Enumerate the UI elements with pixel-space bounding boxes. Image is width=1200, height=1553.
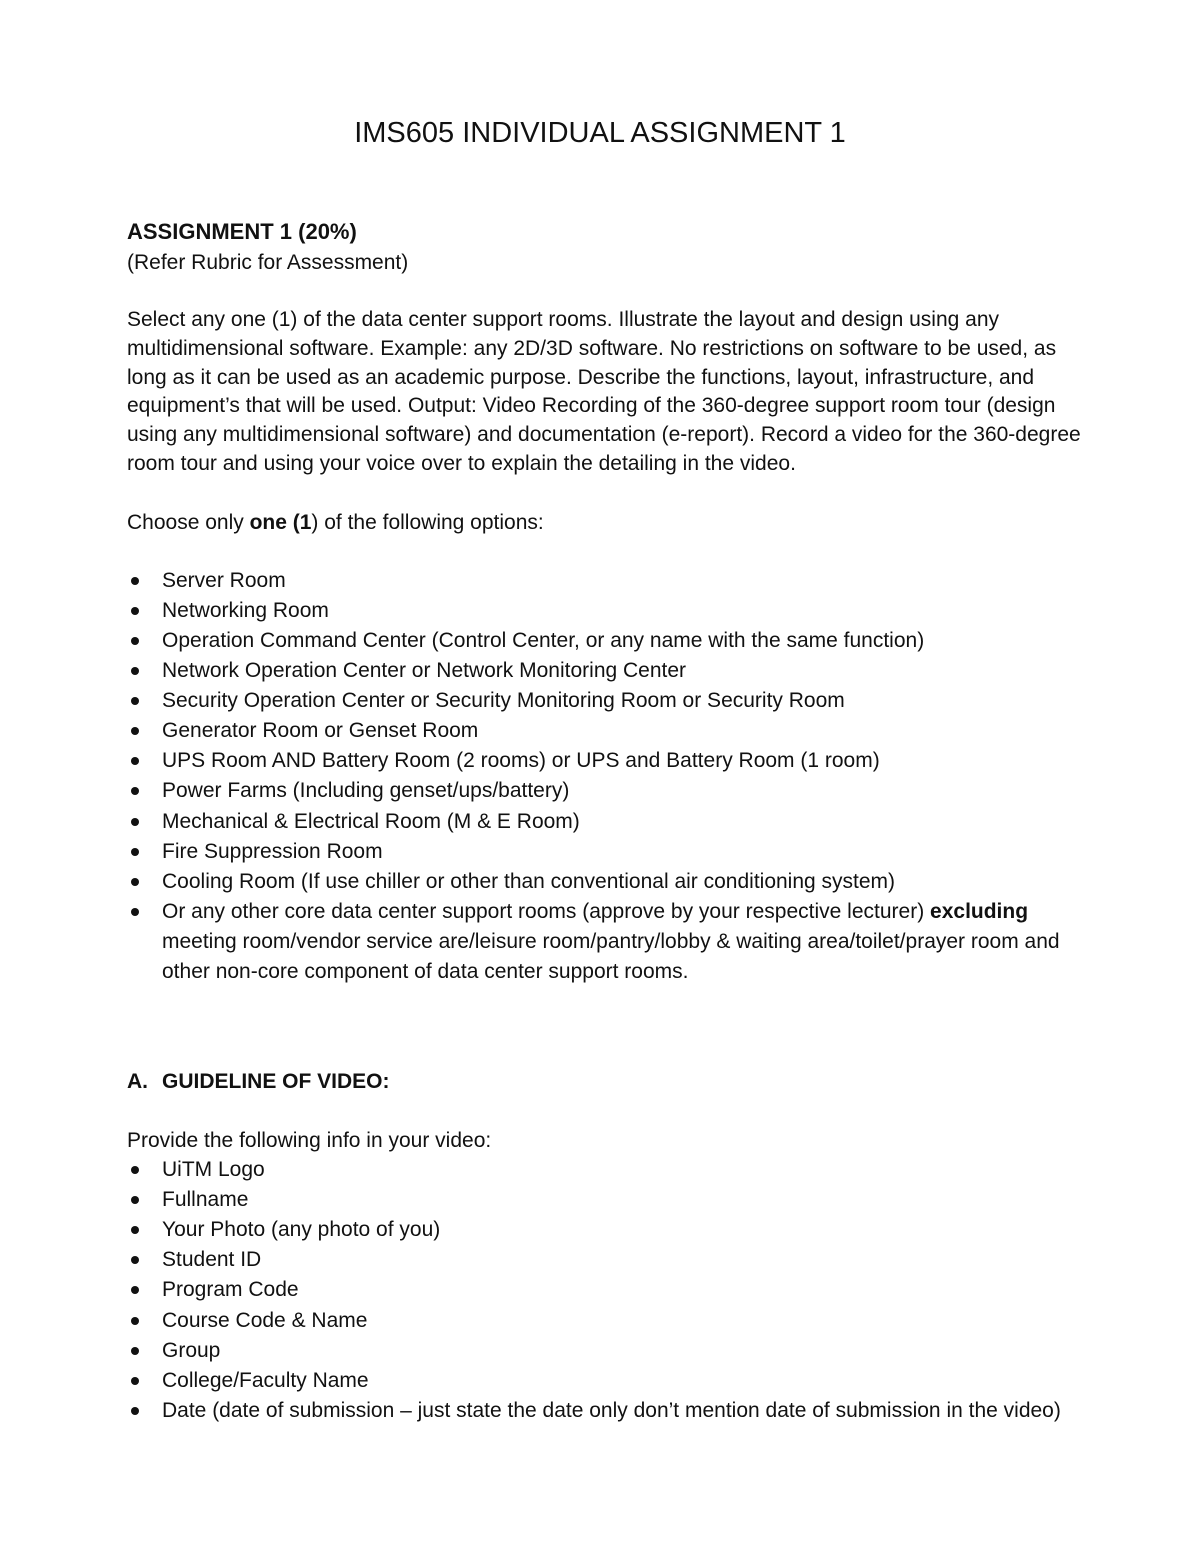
list-item: Generator Room or Genset Room [127, 716, 1087, 746]
list-item: Your Photo (any photo of you) [127, 1215, 1087, 1245]
list-item: Fire Suppression Room [127, 837, 1087, 867]
video-intro: Provide the following info in your video: [127, 1129, 492, 1153]
room-options-list [127, 566, 1087, 987]
bullet-icon [131, 697, 139, 705]
document-body [127, 216, 1087, 1426]
list-item: Fullname [127, 1185, 1087, 1215]
list-item: UPS Room AND Battery Room (2 rooms) or UPS and Battery Room (1 room) [127, 746, 1087, 776]
bullet-icon [131, 607, 139, 615]
list-item: College/Faculty Name [127, 1366, 1087, 1396]
list-item: Group [127, 1336, 1087, 1366]
assignment-heading: ASSIGNMENT 1 (20%) [127, 219, 357, 244]
section-a-heading: A. GUIDELINE OF VIDEO: [127, 1070, 390, 1094]
document-title: IMS605 INDIVIDUAL ASSIGNMENT 1 [354, 117, 846, 149]
list-item: Program Code [127, 1275, 1087, 1305]
list-item: Network Operation Center or Network Monitoring Center [127, 656, 1087, 686]
bullet-icon [131, 878, 139, 886]
bullet-icon [131, 667, 139, 675]
list-item: Server Room [127, 566, 1087, 596]
bullet-icon [131, 1286, 139, 1294]
bullet-icon [131, 1166, 139, 1174]
bullet-icon [131, 727, 139, 735]
list-item: Student ID [127, 1245, 1087, 1275]
bullet-icon [131, 1407, 139, 1415]
bullet-icon [131, 1256, 139, 1264]
bullet-icon [131, 848, 139, 856]
list-item: UiTM Logo [127, 1155, 1087, 1185]
list-item: Date (date of submission – just state the date only don’t mention date of submission in the video) [127, 1396, 1087, 1426]
list-item: Security Operation Center or Security Monitoring Room or Security Room [127, 686, 1087, 716]
list-item: Cooling Room (If use chiller or other than conventional air conditioning system) [127, 867, 1087, 897]
video-info-list [127, 1155, 1087, 1426]
bullet-icon [131, 787, 139, 795]
bullet-icon [131, 818, 139, 826]
list-item: Power Farms (Including genset/ups/battery) [127, 776, 1087, 806]
bullet-icon [131, 1226, 139, 1234]
list-item-other: Or any other core data center support rooms (approve by your respective lecturer) excluding meeting room/vendor service are/leisure room/pantry/lobby & waiting area/toilet/prayer room and other non-core component of data center support rooms. [127, 897, 1087, 987]
bullet-icon [131, 637, 139, 645]
assignment-description: Select any one (1) of the data center support rooms. Illustrate the layout and design using any multidimensional software. Example: any 2D/3D software. No restrictions on software to be used, as long as it can be used as an academic purpose. Describe the functions, layout, infrastructure, and equipment’s that will be used. Output: Video Recording of the 360-degree support room tour (design using any multidimensional software) and documentation (e-report). Record a video for the 360-degree room tour and using your voice over to explain the detailing in the video. [127, 308, 1081, 475]
bullet-icon [131, 1317, 139, 1325]
choose-instruction: Choose only one (1) of the following options: [127, 510, 544, 534]
bullet-icon [131, 908, 139, 916]
bullet-icon [131, 1196, 139, 1204]
list-item: Operation Command Center (Control Center, or any name with the same function) [127, 626, 1087, 656]
bullet-icon [131, 757, 139, 765]
list-item: Networking Room [127, 596, 1087, 626]
list-item: Course Code & Name [127, 1306, 1087, 1336]
bullet-icon [131, 577, 139, 585]
list-item: Mechanical & Electrical Room (M & E Room) [127, 807, 1087, 837]
bullet-icon [131, 1347, 139, 1355]
rubric-note: (Refer Rubric for Assessment) [127, 251, 409, 274]
bullet-icon [131, 1377, 139, 1385]
